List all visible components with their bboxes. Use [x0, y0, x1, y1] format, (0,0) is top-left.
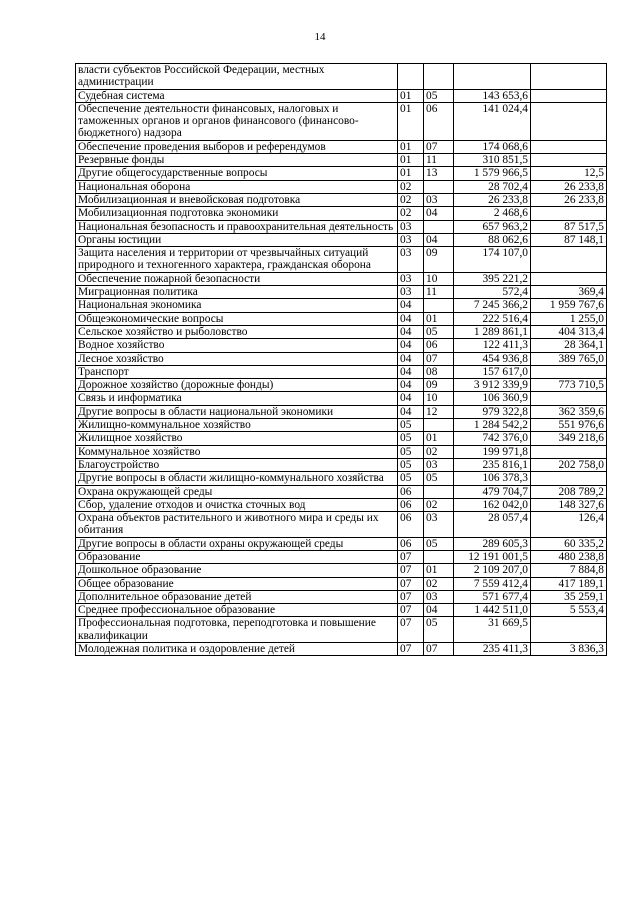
- table-row: [76, 617, 607, 643]
- amount-second: 60 335,2: [531, 537, 607, 550]
- table-row: [76, 352, 607, 365]
- amount-total: 479 704,7: [454, 485, 531, 498]
- table-row: [76, 564, 607, 577]
- row-name: Дополнительное образование детей: [76, 590, 398, 603]
- section-code: 04: [398, 379, 424, 392]
- subsection-code: [424, 64, 454, 90]
- row-name: Миграционная политика: [76, 286, 398, 299]
- amount-total: 2 109 207,0: [454, 564, 531, 577]
- amount-second: [531, 272, 607, 285]
- amount-total: 572,4: [454, 286, 531, 299]
- amount-second: 551 976,6: [531, 419, 607, 432]
- subsection-code: 04: [424, 604, 454, 617]
- section-code: 03: [398, 233, 424, 246]
- row-name: Жилищное хозяйство: [76, 432, 398, 445]
- amount-second: 148 327,6: [531, 498, 607, 511]
- amount-total: 742 376,0: [454, 432, 531, 445]
- subsection-code: 09: [424, 379, 454, 392]
- section-code: 03: [398, 247, 424, 273]
- subsection-code: 05: [424, 89, 454, 102]
- row-name: Общее образование: [76, 577, 398, 590]
- section-code: 04: [398, 312, 424, 325]
- amount-second: [531, 472, 607, 485]
- subsection-code: [424, 485, 454, 498]
- subsection-code: [424, 180, 454, 193]
- amount-total: 157 617,0: [454, 365, 531, 378]
- amount-total: 141 024,4: [454, 102, 531, 140]
- table-row: [76, 458, 607, 471]
- section-code: 04: [398, 365, 424, 378]
- amount-second: [531, 154, 607, 167]
- subsection-code: 03: [424, 590, 454, 603]
- table-row: [76, 379, 607, 392]
- section-code: 04: [398, 405, 424, 418]
- row-name: Охрана объектов растительного и животного мира и среды их обитания: [76, 512, 398, 538]
- section-code: 01: [398, 102, 424, 140]
- subsection-code: 07: [424, 643, 454, 656]
- amount-total: 31 669,5: [454, 617, 531, 643]
- budget-table: [75, 63, 607, 656]
- amount-second: [531, 207, 607, 220]
- amount-second: 87 517,5: [531, 220, 607, 233]
- row-name: Транспорт: [76, 365, 398, 378]
- amount-total: 28 702,4: [454, 180, 531, 193]
- subsection-code: 04: [424, 207, 454, 220]
- row-name: Национальная оборона: [76, 180, 398, 193]
- amount-second: 202 758,0: [531, 458, 607, 471]
- subsection-code: 13: [424, 167, 454, 180]
- amount-total: 143 653,6: [454, 89, 531, 102]
- table-row: [76, 405, 607, 418]
- section-code: 07: [398, 604, 424, 617]
- amount-second: 369,4: [531, 286, 607, 299]
- table-row: [76, 512, 607, 538]
- table-row: [76, 365, 607, 378]
- section-code: 06: [398, 537, 424, 550]
- subsection-code: 12: [424, 405, 454, 418]
- amount-total: 1 442 511,0: [454, 604, 531, 617]
- amount-total: 979 322,8: [454, 405, 531, 418]
- subsection-code: 10: [424, 392, 454, 405]
- amount-total: 28 057,4: [454, 512, 531, 538]
- row-name: Коммунальное хозяйство: [76, 445, 398, 458]
- table-row: [76, 89, 607, 102]
- amount-total: 289 605,3: [454, 537, 531, 550]
- amount-second: 3 836,3: [531, 643, 607, 656]
- subsection-code: 02: [424, 498, 454, 511]
- subsection-code: 01: [424, 432, 454, 445]
- row-name: Защита населения и территории от чрезвычайных ситуаций природного и техногенного характера, гражданская оборона: [76, 247, 398, 273]
- subsection-code: 05: [424, 325, 454, 338]
- amount-total: 88 062,6: [454, 233, 531, 246]
- subsection-code: 05: [424, 537, 454, 550]
- row-name: Общеэкономические вопросы: [76, 312, 398, 325]
- section-code: 04: [398, 299, 424, 312]
- subsection-code: [424, 419, 454, 432]
- table-row: [76, 472, 607, 485]
- row-name: Судебная система: [76, 89, 398, 102]
- section-code: 01: [398, 140, 424, 153]
- section-code: 01: [398, 89, 424, 102]
- row-name: Другие вопросы в области охраны окружающей среды: [76, 537, 398, 550]
- section-code: 04: [398, 352, 424, 365]
- row-name: Образование: [76, 550, 398, 563]
- row-name: Сельское хозяйство и рыболовство: [76, 325, 398, 338]
- table-row: [76, 102, 607, 140]
- subsection-code: [424, 550, 454, 563]
- row-name: Национальная экономика: [76, 299, 398, 312]
- amount-total: 235 816,1: [454, 458, 531, 471]
- section-code: 05: [398, 458, 424, 471]
- amount-total: 310 851,5: [454, 154, 531, 167]
- amount-total: 2 468,6: [454, 207, 531, 220]
- amount-second: [531, 64, 607, 90]
- amount-second: 480 238,8: [531, 550, 607, 563]
- amount-total: 454 936,8: [454, 352, 531, 365]
- section-code: 02: [398, 193, 424, 206]
- section-code: 01: [398, 167, 424, 180]
- row-name: Молодежная политика и оздоровление детей: [76, 643, 398, 656]
- section-code: 02: [398, 207, 424, 220]
- table-row: [76, 432, 607, 445]
- subsection-code: 03: [424, 193, 454, 206]
- amount-second: 389 765,0: [531, 352, 607, 365]
- section-code: 05: [398, 445, 424, 458]
- subsection-code: 06: [424, 339, 454, 352]
- amount-total: 12 191 001,5: [454, 550, 531, 563]
- row-name: Мобилизационная подготовка экономики: [76, 207, 398, 220]
- amount-second: 1 959 767,6: [531, 299, 607, 312]
- section-code: 04: [398, 392, 424, 405]
- row-name: Другие вопросы в области жилищно-коммунального хозяйства: [76, 472, 398, 485]
- table-row: [76, 167, 607, 180]
- row-name: Лесное хозяйство: [76, 352, 398, 365]
- table-row: [76, 180, 607, 193]
- amount-second: [531, 89, 607, 102]
- table-row: [76, 537, 607, 550]
- subsection-code: [424, 299, 454, 312]
- subsection-code: [424, 220, 454, 233]
- amount-second: [531, 102, 607, 140]
- amount-second: [531, 392, 607, 405]
- section-code: 07: [398, 577, 424, 590]
- subsection-code: 01: [424, 564, 454, 577]
- subsection-code: 03: [424, 512, 454, 538]
- table-row: [76, 286, 607, 299]
- table-row: [76, 485, 607, 498]
- table-row: [76, 445, 607, 458]
- section-code: 04: [398, 339, 424, 352]
- subsection-code: 06: [424, 102, 454, 140]
- row-name: Другие вопросы в области национальной экономики: [76, 405, 398, 418]
- row-name: Охрана окружающей среды: [76, 485, 398, 498]
- amount-total: 657 963,2: [454, 220, 531, 233]
- amount-second: 35 259,1: [531, 590, 607, 603]
- table-row: [76, 154, 607, 167]
- table-row: [76, 577, 607, 590]
- amount-total: 199 971,8: [454, 445, 531, 458]
- amount-total: 3 912 339,9: [454, 379, 531, 392]
- row-name: Водное хозяйство: [76, 339, 398, 352]
- amount-total: 26 233,8: [454, 193, 531, 206]
- table-row: [76, 590, 607, 603]
- row-name: Сбор, удаление отходов и очистка сточных вод: [76, 498, 398, 511]
- amount-total: 106 378,3: [454, 472, 531, 485]
- section-code: 06: [398, 485, 424, 498]
- amount-second: 28 364,1: [531, 339, 607, 352]
- subsection-code: 08: [424, 365, 454, 378]
- table-row: [76, 299, 607, 312]
- row-name: власти субъектов Российской Федерации, местных администрации: [76, 64, 398, 90]
- amount-total: 122 411,3: [454, 339, 531, 352]
- table-row: [76, 325, 607, 338]
- section-code: 04: [398, 325, 424, 338]
- amount-total: 1 284 542,2: [454, 419, 531, 432]
- amount-second: 417 189,1: [531, 577, 607, 590]
- amount-second: 773 710,5: [531, 379, 607, 392]
- section-code: 03: [398, 220, 424, 233]
- section-code: 07: [398, 590, 424, 603]
- section-code: 02: [398, 180, 424, 193]
- amount-total: 1 579 966,5: [454, 167, 531, 180]
- table-row: [76, 272, 607, 285]
- table-row: [76, 247, 607, 273]
- page-number: 14: [314, 31, 326, 43]
- subsection-code: 03: [424, 458, 454, 471]
- subsection-code: 02: [424, 445, 454, 458]
- amount-total: 571 677,4: [454, 590, 531, 603]
- subsection-code: 11: [424, 286, 454, 299]
- section-code: 06: [398, 512, 424, 538]
- amount-total: 162 042,0: [454, 498, 531, 511]
- amount-total: 7 559 412,4: [454, 577, 531, 590]
- amount-second: [531, 617, 607, 643]
- amount-total: 395 221,2: [454, 272, 531, 285]
- row-name: Жилищно-коммунальное хозяйство: [76, 419, 398, 432]
- section-code: 03: [398, 272, 424, 285]
- amount-total: 222 516,4: [454, 312, 531, 325]
- table-row: [76, 498, 607, 511]
- subsection-code: 07: [424, 140, 454, 153]
- amount-second: 26 233,8: [531, 180, 607, 193]
- table-row: [76, 140, 607, 153]
- amount-second: [531, 140, 607, 153]
- amount-second: 12,5: [531, 167, 607, 180]
- section-code: 05: [398, 432, 424, 445]
- table-row: [76, 392, 607, 405]
- section-code: 07: [398, 564, 424, 577]
- table-row: [76, 64, 607, 90]
- table-row: [76, 207, 607, 220]
- amount-second: [531, 247, 607, 273]
- amount-second: 5 553,4: [531, 604, 607, 617]
- table-row: [76, 339, 607, 352]
- table-row: [76, 312, 607, 325]
- table-row: [76, 193, 607, 206]
- amount-total: 106 360,9: [454, 392, 531, 405]
- subsection-code: 05: [424, 617, 454, 643]
- subsection-code: 01: [424, 312, 454, 325]
- table-row: [76, 220, 607, 233]
- amount-total: 7 245 366,2: [454, 299, 531, 312]
- table-row: [76, 550, 607, 563]
- section-code: [398, 64, 424, 90]
- amount-second: 349 218,6: [531, 432, 607, 445]
- subsection-code: 04: [424, 233, 454, 246]
- row-name: Дошкольное образование: [76, 564, 398, 577]
- table-row: [76, 419, 607, 432]
- subsection-code: 11: [424, 154, 454, 167]
- subsection-code: 09: [424, 247, 454, 273]
- section-code: 05: [398, 419, 424, 432]
- section-code: 01: [398, 154, 424, 167]
- amount-second: 1 255,0: [531, 312, 607, 325]
- table-row: [76, 233, 607, 246]
- row-name: Среднее профессиональное образование: [76, 604, 398, 617]
- row-name: Дорожное хозяйство (дорожные фонды): [76, 379, 398, 392]
- section-code: 07: [398, 550, 424, 563]
- amount-total: 1 289 861,1: [454, 325, 531, 338]
- row-name: Обеспечение проведения выборов и референдумов: [76, 140, 398, 153]
- amount-second: [531, 445, 607, 458]
- subsection-code: 07: [424, 352, 454, 365]
- row-name: Другие общегосударственные вопросы: [76, 167, 398, 180]
- row-name: Мобилизационная и вневойсковая подготовка: [76, 193, 398, 206]
- amount-second: 362 359,6: [531, 405, 607, 418]
- section-code: 07: [398, 643, 424, 656]
- amount-second: 208 789,2: [531, 485, 607, 498]
- row-name: Резервные фонды: [76, 154, 398, 167]
- amount-second: 7 884,8: [531, 564, 607, 577]
- amount-total: 174 068,6: [454, 140, 531, 153]
- row-name: Обеспечение деятельности финансовых, налоговых и таможенных органов и органов финансового (финансово-бюджетного) надзора: [76, 102, 398, 140]
- table-row: [76, 604, 607, 617]
- amount-second: 26 233,8: [531, 193, 607, 206]
- amount-second: 404 313,4: [531, 325, 607, 338]
- row-name: Обеспечение пожарной безопасности: [76, 272, 398, 285]
- row-name: Связь и информатика: [76, 392, 398, 405]
- subsection-code: 02: [424, 577, 454, 590]
- section-code: 06: [398, 498, 424, 511]
- row-name: Профессиональная подготовка, переподготовка и повышение квалификации: [76, 617, 398, 643]
- table-row: [76, 643, 607, 656]
- amount-total: 174 107,0: [454, 247, 531, 273]
- amount-total: 235 411,3: [454, 643, 531, 656]
- row-name: Национальная безопасность и правоохранительная деятельность: [76, 220, 398, 233]
- row-name: Органы юстиции: [76, 233, 398, 246]
- amount-second: [531, 365, 607, 378]
- subsection-code: 05: [424, 472, 454, 485]
- subsection-code: 10: [424, 272, 454, 285]
- amount-second: 126,4: [531, 512, 607, 538]
- section-code: 05: [398, 472, 424, 485]
- row-name: Благоустройство: [76, 458, 398, 471]
- section-code: 03: [398, 286, 424, 299]
- section-code: 07: [398, 617, 424, 643]
- amount-total: [454, 64, 531, 90]
- amount-second: 87 148,1: [531, 233, 607, 246]
